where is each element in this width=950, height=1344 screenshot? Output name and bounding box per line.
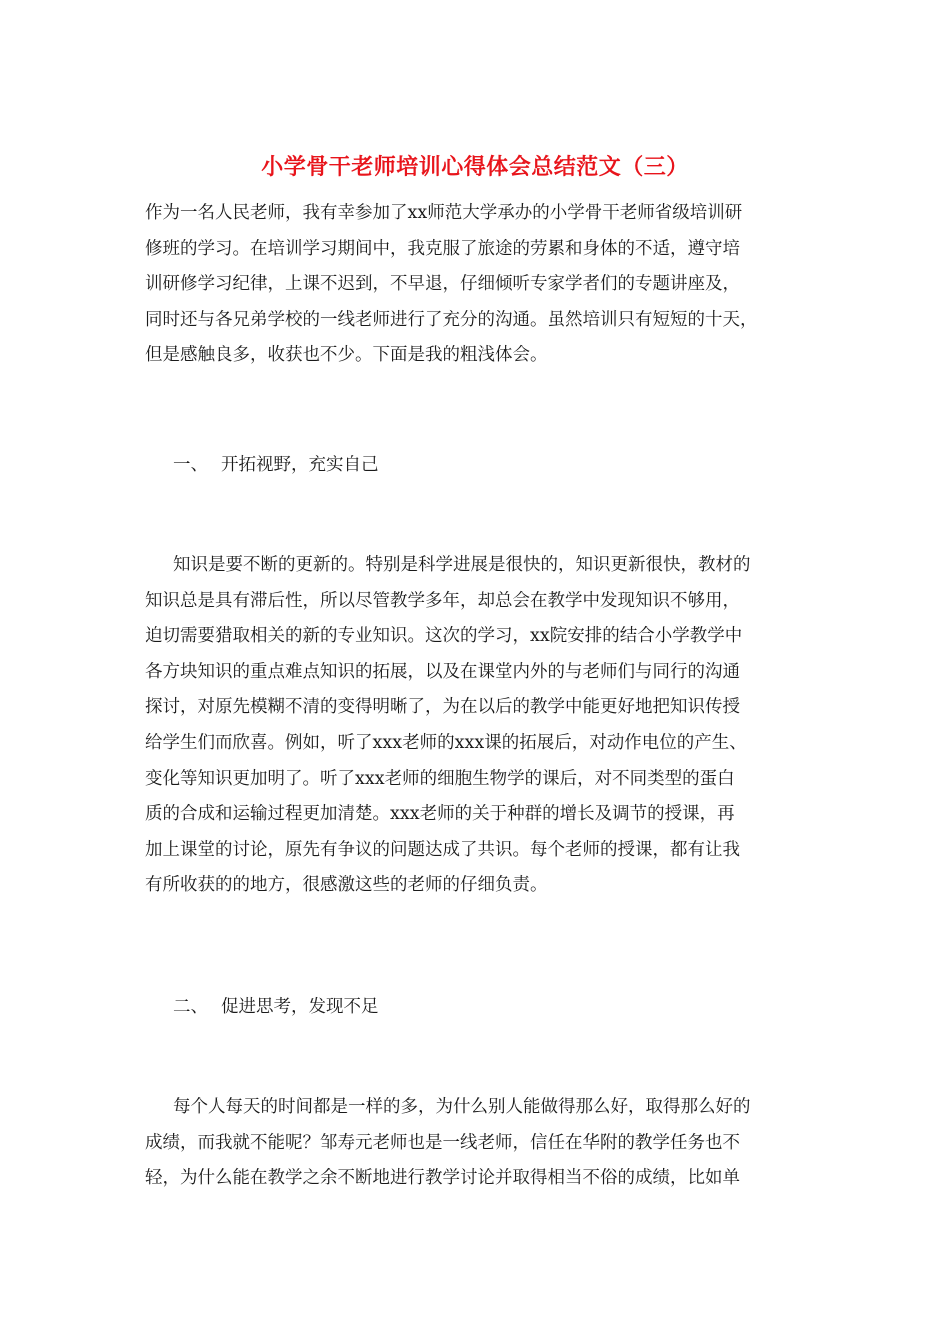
section-heading-text: 开拓视野，充实自己 [221, 455, 379, 475]
intro-line: 同时还与各兄弟学校的一线老师进行了充分的沟通。虽然培训只有短短的十天， [145, 309, 758, 330]
section-heading-1 [173, 451, 379, 479]
section-number: 一、 [173, 455, 208, 475]
intro-line: 训研修学习纪律，上课不迟到，不早退，仔细倾听专家学者们的专题讲座及， [145, 274, 740, 295]
intro-paragraph [145, 196, 810, 374]
paragraph-line: 加上课堂的讨论，原先有争议的问题达成了共识。每个老师的授课，都有让我 [145, 839, 740, 860]
paragraph-line: 变化等知识更加明了。听了xxx老师的细胞生物学的课后，对不同类型的蛋白 [145, 768, 735, 789]
paragraph-line: 成绩，而我就不能呢？邹寿元老师也是一线老师，信任在华附的教学任务也不 [145, 1132, 740, 1153]
section2-paragraph [145, 1090, 810, 1197]
section-heading-text: 促进思考，发现不足 [221, 997, 379, 1017]
intro-line: 修班的学习。在培训学习期间中，我克服了旅途的劳累和身体的不适，遵守培 [145, 238, 740, 259]
paragraph-line: 迫切需要猎取相关的新的专业知识。这次的学习，xx院安排的结合小学教学中 [145, 626, 743, 647]
paragraph-line: 探讨，对原先模糊不清的变得明晰了，为在以后的教学中能更好地把知识传授 [145, 697, 740, 718]
section1-paragraph [145, 548, 810, 904]
section-heading-2 [173, 993, 379, 1021]
intro-line: 但是感触良多，收获也不少。下面是我的粗浅体会。 [145, 345, 548, 366]
intro-line: 作为一名人民老师，我有幸参加了xx师范大学承办的小学骨干老师省级培训研 [145, 203, 743, 223]
document-title: 小学骨干老师培训心得体会总结范文（三） [261, 154, 689, 180]
paragraph-line: 有所收获的的地方，很感激这些的老师的仔细负责。 [145, 875, 548, 896]
paragraph-line: 每个人每天的时间都是一样的多，为什么别人能做得那么好，取得那么好的 [173, 1097, 751, 1117]
paragraph-line: 各方块知识的重点难点知识的拓展，以及在课堂内外的与老师们与同行的沟通 [145, 661, 740, 682]
paragraph-line: 轻，为什么能在教学之余不断地进行教学讨论并取得相当不俗的成绩，比如单 [145, 1168, 740, 1189]
paragraph-line: 知识总是具有滞后性，所以尽管教学多年，却总会在教学中发现知识不够用， [145, 590, 740, 611]
paragraph-line: 质的合成和运输过程更加清楚。xxx老师的关于种群的增长及调节的授课，再 [145, 804, 735, 825]
paragraph-line: 知识是要不断的更新的。特别是科学进展是很快的，知识更新很快，教材的 [173, 555, 751, 575]
paragraph-line: 给学生们而欣喜。例如，听了xxx老师的xxx课的拓展后，对动作电位的产生、 [145, 732, 747, 753]
section-number: 二、 [173, 997, 208, 1017]
